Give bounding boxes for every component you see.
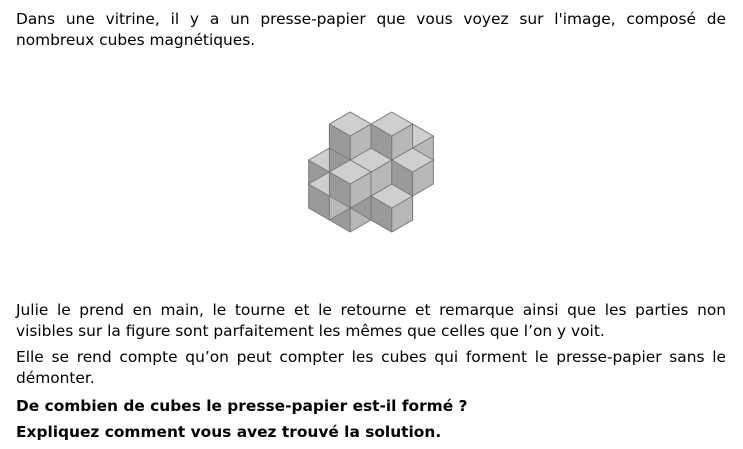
paperweight-cubes-drawing [252, 54, 490, 294]
realization-paragraph: Elle se rend compte qu’on peut compter les cubes qui forment le presse-papier sans le démonter. [16, 348, 726, 387]
paperweight-figure [252, 54, 490, 294]
question-text: De combien de cubes le presse-papier est-il formé ? [16, 397, 468, 415]
instruction-text: Expliquez comment vous avez trouvé la solution. [16, 423, 442, 441]
observation-paragraph: Julie le prend en main, le tourne et le retourne et remarque ainsi que les parties non visibles sur la figure sont parfaitement les mêmes que celles que l’on y voit. [16, 301, 726, 340]
intro-paragraph: Dans une vitrine, il y a un presse-papier que vous voyez sur l'image, composé de nombreux cubes magnétiques. [16, 10, 726, 49]
